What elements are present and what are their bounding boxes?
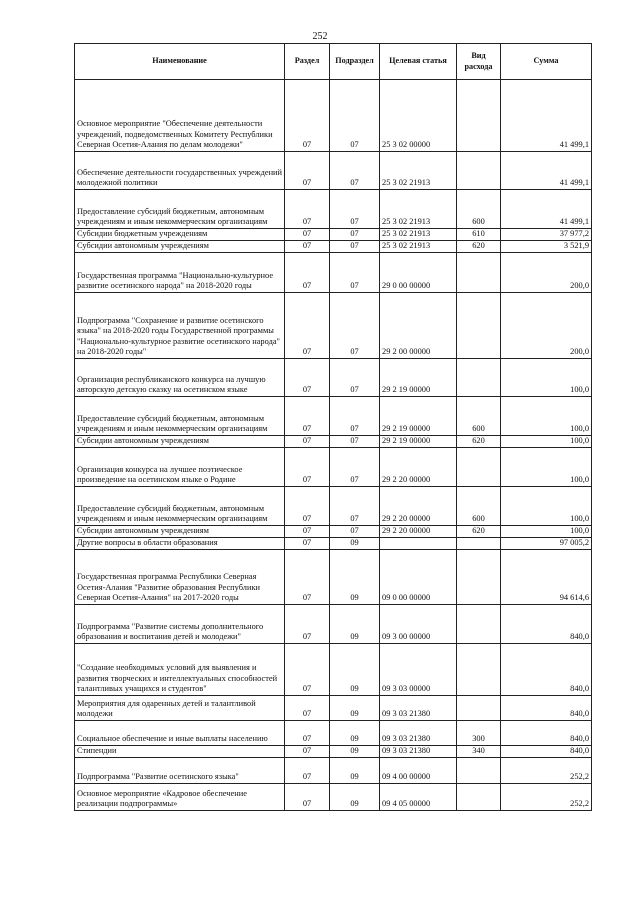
table-row bbox=[75, 293, 592, 359]
row-section: 07 bbox=[285, 397, 330, 436]
row-section: 07 bbox=[285, 746, 330, 758]
header-subsection: Подраздел bbox=[330, 44, 380, 80]
row-subsection: 07 bbox=[330, 359, 380, 397]
row-sum: 41 499,1 bbox=[501, 190, 592, 229]
table-row bbox=[75, 152, 592, 190]
row-target: 29 2 19 00000 bbox=[380, 436, 457, 448]
row-sum: 840,0 bbox=[501, 746, 592, 758]
row-type bbox=[457, 784, 501, 811]
row-name: Социальное обеспечение и иные выплаты населению bbox=[75, 721, 285, 746]
row-name: Другие вопросы в области образования bbox=[75, 538, 285, 550]
row-name: Субсидии бюджетным учреждениям bbox=[75, 229, 285, 241]
row-sum: 3 521,9 bbox=[501, 241, 592, 253]
row-subsection: 07 bbox=[330, 487, 380, 526]
row-target: 25 3 02 21913 bbox=[380, 229, 457, 241]
row-sum: 100,0 bbox=[501, 436, 592, 448]
row-type: 620 bbox=[457, 241, 501, 253]
row-subsection: 07 bbox=[330, 80, 380, 152]
row-target: 29 0 00 00000 bbox=[380, 253, 457, 293]
row-target: 29 2 20 00000 bbox=[380, 526, 457, 538]
row-type: 620 bbox=[457, 436, 501, 448]
row-type: 610 bbox=[457, 229, 501, 241]
row-section: 07 bbox=[285, 229, 330, 241]
row-name: Обеспечение деятельности государственных учреждений молодежной политики bbox=[75, 152, 285, 190]
row-name: Стипендии bbox=[75, 746, 285, 758]
row-subsection: 07 bbox=[330, 241, 380, 253]
row-name: Субсидии автономным учреждениям bbox=[75, 436, 285, 448]
row-section: 07 bbox=[285, 359, 330, 397]
row-subsection: 07 bbox=[330, 293, 380, 359]
row-subsection: 09 bbox=[330, 644, 380, 696]
row-name: Подпрограмма "Сохранение и развитие осетинского языка" на 2018-2020 годы Государственной программы "Национально-культурное развитие осетинского народа" на 2018-2020 годы" bbox=[75, 293, 285, 359]
row-type: 620 bbox=[457, 526, 501, 538]
row-section: 07 bbox=[285, 538, 330, 550]
row-sum: 252,2 bbox=[501, 784, 592, 811]
row-section: 07 bbox=[285, 293, 330, 359]
row-target: 09 3 03 00000 bbox=[380, 644, 457, 696]
header-type: Вид расхода bbox=[457, 44, 501, 80]
row-name: Предоставление субсидий бюджетным, автономным учреждениям и иным некоммерческим организациям bbox=[75, 190, 285, 229]
row-subsection: 09 bbox=[330, 538, 380, 550]
row-name: Субсидии автономным учреждениям bbox=[75, 526, 285, 538]
row-section: 07 bbox=[285, 605, 330, 644]
row-sum: 37 977,2 bbox=[501, 229, 592, 241]
row-subsection: 09 bbox=[330, 550, 380, 605]
table-row bbox=[75, 397, 592, 436]
row-sum: 200,0 bbox=[501, 293, 592, 359]
table-row bbox=[75, 241, 592, 253]
table-row bbox=[75, 526, 592, 538]
row-name: Предоставление субсидий бюджетным, автономным учреждениям и иным некоммерческим организациям bbox=[75, 487, 285, 526]
row-subsection: 07 bbox=[330, 448, 380, 487]
row-section: 07 bbox=[285, 550, 330, 605]
row-name: Организация республиканского конкурса на лучшую авторскую детскую сказку на осетинском языке bbox=[75, 359, 285, 397]
row-sum: 41 499,1 bbox=[501, 152, 592, 190]
row-type: 600 bbox=[457, 487, 501, 526]
row-subsection: 09 bbox=[330, 758, 380, 784]
row-subsection: 07 bbox=[330, 152, 380, 190]
row-section: 07 bbox=[285, 758, 330, 784]
table-row bbox=[75, 746, 592, 758]
table-row bbox=[75, 253, 592, 293]
row-sum: 100,0 bbox=[501, 359, 592, 397]
row-name: Мероприятия для одаренных детей и талантливой молодежи bbox=[75, 696, 285, 721]
row-target: 25 3 02 21913 bbox=[380, 152, 457, 190]
row-sum: 840,0 bbox=[501, 721, 592, 746]
row-target: 09 3 00 00000 bbox=[380, 605, 457, 644]
table-row bbox=[75, 538, 592, 550]
table-row bbox=[75, 721, 592, 746]
row-target bbox=[380, 538, 457, 550]
row-name: Основное мероприятие "Обеспечение деятельности учреждений, подведомственных Комитету Республики Северная Осетия-Алания по делам молодежи" bbox=[75, 80, 285, 152]
table-row bbox=[75, 784, 592, 811]
row-name: Предоставление субсидий бюджетным, автономным учреждениям и иным некоммерческим организациям bbox=[75, 397, 285, 436]
row-type bbox=[457, 359, 501, 397]
row-target: 25 3 02 00000 bbox=[380, 80, 457, 152]
table-row bbox=[75, 229, 592, 241]
row-section: 07 bbox=[285, 721, 330, 746]
row-type bbox=[457, 152, 501, 190]
row-section: 07 bbox=[285, 80, 330, 152]
row-sum: 97 005,2 bbox=[501, 538, 592, 550]
row-type bbox=[457, 758, 501, 784]
table-row bbox=[75, 436, 592, 448]
row-target: 29 2 20 00000 bbox=[380, 448, 457, 487]
table-row bbox=[75, 359, 592, 397]
table-row bbox=[75, 758, 592, 784]
row-type: 600 bbox=[457, 397, 501, 436]
row-type bbox=[457, 538, 501, 550]
table-header-row bbox=[75, 44, 592, 80]
row-target: 29 2 19 00000 bbox=[380, 359, 457, 397]
header-section: Раздел bbox=[285, 44, 330, 80]
table-row bbox=[75, 644, 592, 696]
row-type bbox=[457, 80, 501, 152]
table-row bbox=[75, 448, 592, 487]
row-sum: 200,0 bbox=[501, 253, 592, 293]
row-sum: 100,0 bbox=[501, 526, 592, 538]
row-subsection: 09 bbox=[330, 696, 380, 721]
row-section: 07 bbox=[285, 190, 330, 229]
row-section: 07 bbox=[285, 644, 330, 696]
row-type: 300 bbox=[457, 721, 501, 746]
row-target: 25 3 02 21913 bbox=[380, 190, 457, 229]
page-number: 252 bbox=[312, 31, 328, 42]
row-sum: 840,0 bbox=[501, 644, 592, 696]
row-type bbox=[457, 605, 501, 644]
row-name: Государственная программа "Национально-культурное развитие осетинского народа" на 2018-2020 годы bbox=[75, 253, 285, 293]
table-row bbox=[75, 605, 592, 644]
row-section: 07 bbox=[285, 152, 330, 190]
row-target: 29 2 19 00000 bbox=[380, 397, 457, 436]
table-row bbox=[75, 80, 592, 152]
header-name: Наименование bbox=[75, 44, 285, 80]
row-name: "Создание необходимых условий для выявления и развития творческих и интеллектуальных способностей талантливых учащихся и студентов" bbox=[75, 644, 285, 696]
row-target: 25 3 02 21913 bbox=[380, 241, 457, 253]
row-name: Подпрограмма "Развитие осетинского языка" bbox=[75, 758, 285, 784]
row-sum: 94 614,6 bbox=[501, 550, 592, 605]
row-subsection: 09 bbox=[330, 784, 380, 811]
row-section: 07 bbox=[285, 487, 330, 526]
row-subsection: 09 bbox=[330, 746, 380, 758]
row-target: 29 2 00 00000 bbox=[380, 293, 457, 359]
table-body bbox=[75, 80, 592, 811]
row-section: 07 bbox=[285, 253, 330, 293]
row-name: Основное мероприятие «Кадровое обеспечение реализации подпрограммы» bbox=[75, 784, 285, 811]
row-target: 09 3 03 21380 bbox=[380, 746, 457, 758]
row-sum: 100,0 bbox=[501, 448, 592, 487]
row-target: 09 4 05 00000 bbox=[380, 784, 457, 811]
table-row bbox=[75, 696, 592, 721]
row-subsection: 07 bbox=[330, 229, 380, 241]
row-type: 600 bbox=[457, 190, 501, 229]
row-type bbox=[457, 696, 501, 721]
row-subsection: 07 bbox=[330, 397, 380, 436]
row-subsection: 09 bbox=[330, 721, 380, 746]
table-row bbox=[75, 190, 592, 229]
table-row bbox=[75, 487, 592, 526]
row-section: 07 bbox=[285, 696, 330, 721]
row-section: 07 bbox=[285, 526, 330, 538]
row-target: 29 2 20 00000 bbox=[380, 487, 457, 526]
row-type bbox=[457, 448, 501, 487]
row-sum: 100,0 bbox=[501, 487, 592, 526]
header-sum: Сумма bbox=[501, 44, 592, 80]
row-target: 09 3 03 21380 bbox=[380, 696, 457, 721]
budget-table bbox=[74, 43, 592, 811]
row-type bbox=[457, 550, 501, 605]
row-name: Организация конкурса на лучшее поэтическое произведение на осетинском языке о Родине bbox=[75, 448, 285, 487]
row-target: 09 3 03 21380 bbox=[380, 721, 457, 746]
header-target: Целевая статья bbox=[380, 44, 457, 80]
row-name: Субсидии автономным учреждениям bbox=[75, 241, 285, 253]
row-target: 09 0 00 00000 bbox=[380, 550, 457, 605]
row-type: 340 bbox=[457, 746, 501, 758]
row-name: Подпрограмма "Развитие системы дополнительного образования и воспитания детей и молодежи" bbox=[75, 605, 285, 644]
row-sum: 840,0 bbox=[501, 696, 592, 721]
row-type bbox=[457, 293, 501, 359]
row-name: Государственная программа Республики Северная Осетия-Алания "Развитие образования Республики Северная Осетия-Алания" на 2017-2020 годы bbox=[75, 550, 285, 605]
row-subsection: 07 bbox=[330, 436, 380, 448]
row-subsection: 07 bbox=[330, 190, 380, 229]
row-subsection: 07 bbox=[330, 253, 380, 293]
row-subsection: 07 bbox=[330, 526, 380, 538]
row-section: 07 bbox=[285, 448, 330, 487]
row-sum: 100,0 bbox=[501, 397, 592, 436]
row-section: 07 bbox=[285, 241, 330, 253]
row-sum: 252,2 bbox=[501, 758, 592, 784]
row-sum: 41 499,1 bbox=[501, 80, 592, 152]
row-sum: 840,0 bbox=[501, 605, 592, 644]
row-section: 07 bbox=[285, 784, 330, 811]
row-section: 07 bbox=[285, 436, 330, 448]
row-subsection: 09 bbox=[330, 605, 380, 644]
row-type bbox=[457, 253, 501, 293]
table-row bbox=[75, 550, 592, 605]
row-target: 09 4 00 00000 bbox=[380, 758, 457, 784]
row-type bbox=[457, 644, 501, 696]
